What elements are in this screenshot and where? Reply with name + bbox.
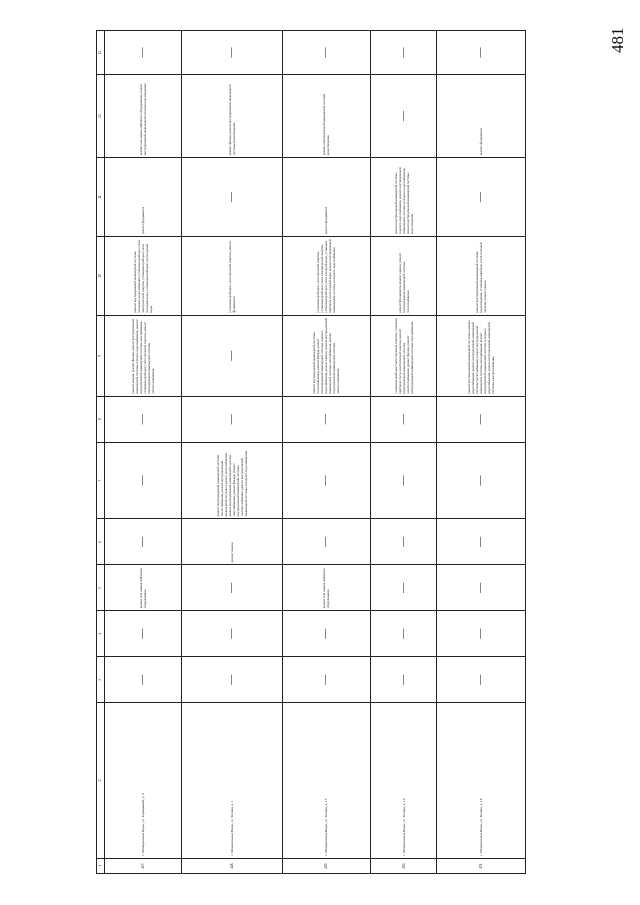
header-row [97, 31, 105, 874]
work-cell: — [437, 657, 526, 703]
header-cell: 12 [97, 74, 105, 157]
table-region [96, 30, 526, 874]
address-cell: г. Минеральные Воды, ул. Тиханя, д. 18 [437, 703, 526, 858]
work-cell: ремонт фундамента, ремонт крыши, ремонт внутридомовой инженерной системы теплоснабжения [371, 236, 437, 315]
work-cell: — [105, 519, 182, 565]
header-cell: 13 [97, 31, 105, 75]
work-cell: установка приборов учета тепловой энергии, ремонт фундамента [182, 236, 282, 315]
work-cell: ремонт внутридомовой инженерной системы теплоснабжения, ремонт фасада, ремонт внутридомовой инженерной системы горячего водоснабжения, ремонт крыши, ремонт внутридомовой инженерной системы газоснабжения, ремонт внутридомовой инженерной системы электроснабжения [282, 315, 371, 396]
work-cell: — [282, 442, 371, 519]
table-row [105, 31, 182, 874]
header-cell: 1 [97, 858, 105, 873]
header-cell: 8 [97, 396, 105, 442]
work-cell: — [282, 31, 371, 75]
work-cell: ремонт внутридомовой инженерной системы водоотведения, установка приборов учета тепловой энергии, ремонт крыши [437, 236, 526, 315]
work-cell: — [105, 396, 182, 442]
address-cell: г. Минеральные Воды, ул. Терешковой, д. 9 [105, 703, 182, 858]
work-cell: — [105, 442, 182, 519]
work-cell: ремонт или замена лифтового оборудования [282, 565, 371, 611]
work-cell: ремонт крыши [182, 519, 282, 565]
row-number: 447. [105, 858, 182, 873]
work-cell: ремонт фундамента [282, 158, 371, 237]
header-cell: 6 [97, 519, 105, 565]
work-cell: — [371, 442, 437, 519]
work-cell: ремонт крыши, ремонт фасада, ремонт внутридомовой инженерной системы горячего водоснабжения, ремонт внутридомовой инженерной системы газоснабжения, установка приборов учета тепловой энергии, ремонт внутридомовой инженерной системы электроснабжения [105, 315, 182, 396]
header-cell: 9 [97, 315, 105, 396]
work-cell: ремонт фундамента [437, 74, 526, 157]
work-cell: ремонт внутридомовой инженерной системы горячего водоснабжения, ремонт внутридомовой инженерной системы холодного водоснабжения, ремонт внутридомовой инженерной системы водоотведения [371, 158, 437, 237]
table-row [282, 31, 371, 874]
header-cell: 4 [97, 611, 105, 657]
row-number: 450. [371, 858, 437, 873]
row-number: 448. [182, 858, 282, 873]
table-row [371, 31, 437, 874]
row-number: 449. [282, 858, 371, 873]
work-cell: — [282, 657, 371, 703]
work-cell: — [282, 396, 371, 442]
address-cell: г. Минеральные Воды, ул. Тиханя, д. 16 [371, 703, 437, 858]
work-cell: — [105, 657, 182, 703]
work-cell: — [437, 31, 526, 75]
work-cell: — [105, 31, 182, 75]
work-cell: ремонт внутридомовой инженерной системы горячего водоснабжения, ремонт внутридомовой инженерной системы теплоснабжения, ремонт внутридомовой инженерной системы газоснабжения, ремонт внутридомовой инженерной системы холодного водоснабжения, ремонт внутридомовой инженерной системы электроснабжения [437, 315, 526, 396]
header-cell: 11 [97, 158, 105, 237]
work-cell: — [371, 519, 437, 565]
header-cell: 5 [97, 565, 105, 611]
work-cell: — [182, 611, 282, 657]
work-cell: — [182, 158, 282, 237]
work-cell: — [437, 519, 526, 565]
page-number: 481 [608, 27, 627, 53]
work-cell: — [105, 611, 182, 657]
work-cell: — [371, 611, 437, 657]
work-cell: ремонт внутридомовой инженерной системы водоотведения [282, 74, 371, 157]
work-cell: ремонт фундамента [105, 158, 182, 237]
table-row [182, 31, 282, 874]
address-cell: г. Минеральные Воды, ул. Тиханя, д. 15 [282, 703, 371, 858]
work-cell: ремонт фасада, ремонт внутридомовой инженерной системы водоотведения [182, 74, 282, 157]
table-row [437, 31, 526, 874]
rotated-table [96, 30, 526, 874]
work-cell: — [182, 396, 282, 442]
work-cell: — [182, 565, 282, 611]
work-cell: — [437, 158, 526, 237]
work-cell: — [182, 31, 282, 75]
work-cell: — [182, 315, 282, 396]
work-cell: ремонт или замена лифтового оборудования [105, 565, 182, 611]
work-cell: — [437, 396, 526, 442]
work-cell: — [437, 442, 526, 519]
work-cell: — [282, 611, 371, 657]
work-cell: — [371, 565, 437, 611]
work-cell: — [182, 657, 282, 703]
header-cell: 3 [97, 657, 105, 703]
work-cell: — [371, 657, 437, 703]
work-cell: — [371, 396, 437, 442]
work-cell: ремонт или замена лифтового оборудования, ремонт внутридомовой инженерной системы водоотведения [105, 74, 182, 157]
work-cell: ремонт внутридомовой инженерной системы холодного водоснабжения, установка приборов учета электрической энергии, установка приборов учета холодной воды, установка приборов учета горячей воды [105, 236, 182, 315]
work-cell: установка приборов учета тепловой энергии, установка приборов учета электрической энергии, установка приборов учета холодной воды, установка приборов учета горячей воды, ремонт внутридомовой инженерной системы холодного водоснабжения [282, 236, 371, 315]
header-cell: 10 [97, 236, 105, 315]
header-cell: 7 [97, 442, 105, 519]
work-cell: установка приборов учета тепловой энергии, установка приборов учета электрической энергии, ремонт внутридомовой инженерной системы электроснабжения, ремонт фасада, ремонт внутридомовой инженерной системы газоснабжения [371, 315, 437, 396]
address-cell: г. Минеральные Воды, ул. Тиханя, д. 1 [182, 703, 282, 858]
work-cell: — [371, 74, 437, 157]
work-cell: — [282, 519, 371, 565]
work-cell: ремонт внутридомовой инженерной системы теплоснабжения, ремонт внутридомовой инженерной системы горячего водоснабжения, ремонт внутридомовой инженерной системы газоснабжения, ремонт фасада, ремонт внутридомовой инженерной системы электроснабжения, ремонт внутридомовой инженерной системы холодного водоснабжения [182, 442, 282, 519]
row-number: 451. [437, 858, 526, 873]
work-cell: — [371, 31, 437, 75]
work-cell: — [437, 565, 526, 611]
header-cell: 2 [97, 703, 105, 858]
work-cell: — [437, 611, 526, 657]
repair-schedule-table [96, 30, 526, 874]
